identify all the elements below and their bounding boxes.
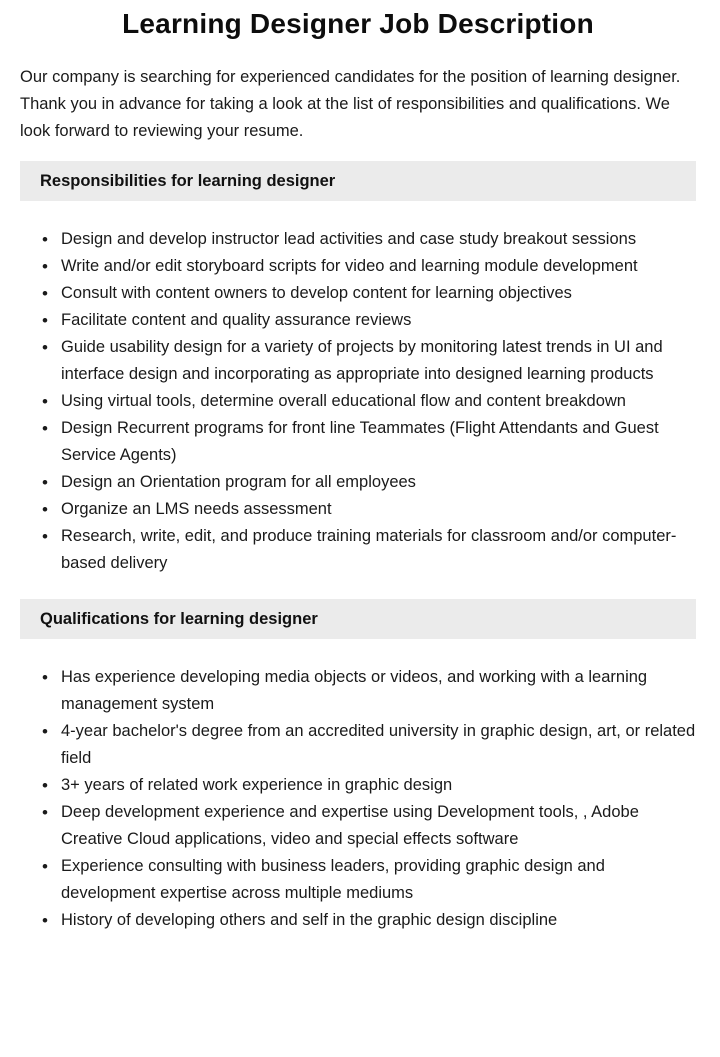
responsibilities-heading: Responsibilities for learning designer bbox=[20, 161, 696, 201]
list-item: • Design and develop instructor lead activities and case study breakout sessions bbox=[42, 226, 696, 253]
list-item: • Has experience developing media objects or videos, and working with a learning management system bbox=[42, 664, 696, 718]
list-item: • Consult with content owners to develop content for learning objectives bbox=[42, 280, 696, 307]
qualifications-section bbox=[20, 599, 696, 934]
list-item: • Organize an LMS needs assessment bbox=[42, 496, 696, 523]
list-item: • Deep development experience and expertise using Development tools, , Adobe Creative Cloud applications, video and special effects software bbox=[42, 799, 696, 853]
responsibilities-section bbox=[20, 161, 696, 577]
list-item: • 3+ years of related work experience in graphic design bbox=[42, 772, 696, 799]
intro-paragraph: Our company is searching for experienced candidates for the position of learning designer. Thank you in advance for taking a look at the list of responsibilities and qualifications. We look forward to reviewing your resume. bbox=[20, 68, 681, 140]
list-item: • Guide usability design for a variety of projects by monitoring latest trends in UI and interface design and incorporating as appropriate into designed learning products bbox=[42, 334, 696, 388]
list-item: • Design Recurrent programs for front line Teammates (Flight Attendants and Guest Service Agents) bbox=[42, 415, 696, 469]
list-item: • Research, write, edit, and produce training materials for classroom and/or computer-based delivery bbox=[42, 523, 696, 577]
qualifications-list bbox=[20, 664, 696, 934]
list-item: • Design an Orientation program for all employees bbox=[42, 469, 696, 496]
list-item: • Facilitate content and quality assurance reviews bbox=[42, 307, 696, 334]
list-item: • Experience consulting with business leaders, providing graphic design and development expertise across multiple mediums bbox=[42, 853, 696, 907]
page-title: Learning Designer Job Description bbox=[122, 8, 594, 39]
list-item: • 4-year bachelor's degree from an accredited university in graphic design, art, or related field bbox=[42, 718, 696, 772]
list-item: • Write and/or edit storyboard scripts for video and learning module development bbox=[42, 253, 696, 280]
list-item: • History of developing others and self in the graphic design discipline bbox=[42, 907, 696, 934]
qualifications-heading: Qualifications for learning designer bbox=[20, 599, 696, 639]
list-item: • Using virtual tools, determine overall educational flow and content breakdown bbox=[42, 388, 696, 415]
responsibilities-list bbox=[20, 226, 696, 577]
